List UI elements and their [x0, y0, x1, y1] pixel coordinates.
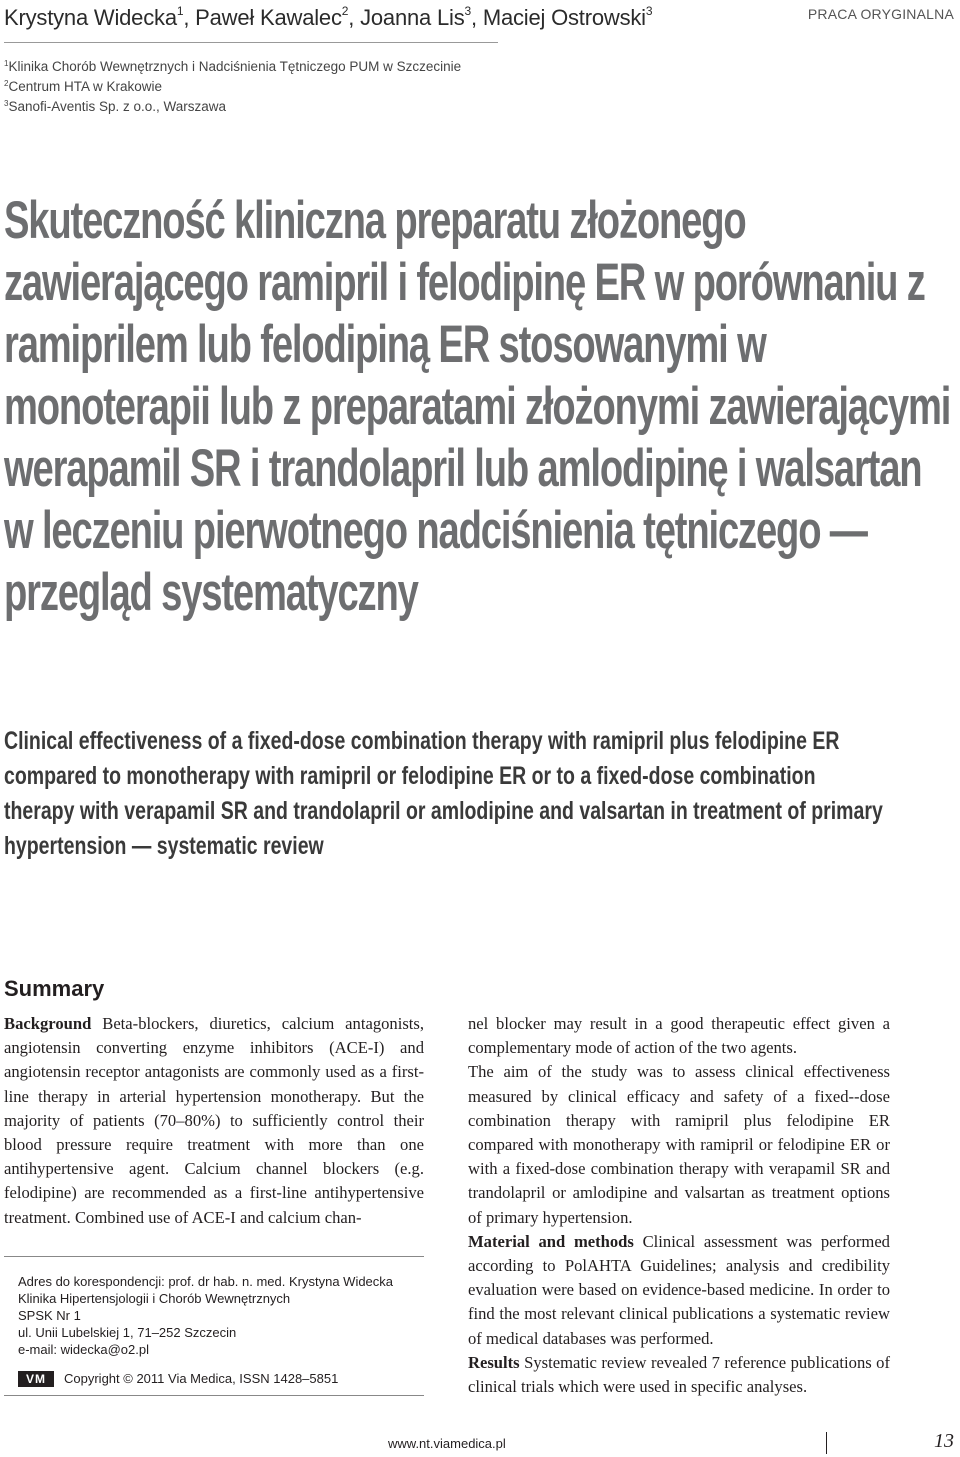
- summary-column-right: [468, 1012, 890, 1399]
- summary-heading: Summary: [4, 976, 105, 1001]
- title-polish: Skuteczność kliniczna preparatu złożonego zawierającego ramipril i felodipinę ER w porównaniu z ramiprilem lub felodipiną ER stosowanymi w monoterapii lub z preparatami złożonymi zawierającymi werapamil SR i trandolapril lub amlodipinę i walsartan w leczeniu pierwotnego nadciśnienia tętniczego — przegląd systematyczny: [4, 191, 951, 622]
- summary-methods-paragraph: Material and methods Clinical assessment was performed according to PolAHTA Guidelines; analysis and credibility evaluation were based on evidence-based medicine. In order to find the most relevant clinical publications a systematic review of medical databases was performed.: [468, 1231, 890, 1348]
- author: Joanna Lis$^3$,: [360, 4, 483, 30]
- correspondence-box: [4, 1256, 424, 1396]
- author: Maciej Ostrowski$^3$: [482, 4, 653, 30]
- correspondence-line: Adres do korespondencji: prof. dr hab. n. med. Krystyna Widecka: [18, 1274, 394, 1289]
- summary-aim-paragraph: The aim of the study was to assess clinical effectiveness measured by clinical efficacy and safety of a fixed--dose combination therapy with ramipril plus felodipine ER compared with monotherapy with ramipril or felodipine ER or with a fixed-dose combination therapy with verapamil SR and trandolapril or amlodipine and valsartan as treatment options of primary hypertension.: [468, 1062, 890, 1227]
- background-label: Background: [4, 1014, 92, 1033]
- summary-column-left: [4, 1012, 424, 1230]
- affiliation: $^2$Centrum HTA w Krakowie: [4, 79, 162, 94]
- affiliation: $^1$Klinika Chorób Wewnętrznych i Nadciśnienia Tętniczego PUM w Szczecinie: [4, 59, 462, 74]
- footer-url[interactable]: www.nt.viamedica.pl: [388, 1436, 506, 1451]
- correspondence-line: SPSK Nr 1: [18, 1308, 81, 1323]
- affiliation: $^3$Sanofi-Aventis Sp. z o.o., Warszawa: [4, 99, 227, 114]
- page-number: 13: [934, 1430, 954, 1452]
- author-list: [4, 4, 734, 31]
- article-type-label: PRACA ORYGINALNA: [807, 6, 954, 22]
- title-english: Clinical effectiveness of a fixed-dose combination therapy with ramipril plus felodipine ER compared to monotherapy with ramipril or felodipine ER or to a fixed-dose combination therapy with verapamil SR and trandolapril or amlodipine and valsartan in treatment of primary hypertension — systematic review: [4, 727, 883, 860]
- summary-paragraph: nel blocker may result in a good therapeutic effect given a complementary mode of action of the two agents.: [468, 1014, 890, 1058]
- correspondence-line: Klinika Hipertensjologii i Chorób Wewnętrznych: [18, 1291, 291, 1306]
- copyright-line: [18, 1370, 338, 1387]
- correspondence-email: e-mail: widecka@o2.pl: [18, 1342, 149, 1357]
- correspondence-line: ul. Unii Lubelskiej 1, 71–252 Szczecin: [18, 1325, 237, 1340]
- author: Paweł Kawalec$^2$,: [195, 4, 361, 30]
- correspondence-address: [18, 1273, 393, 1358]
- results-label: Results: [468, 1352, 520, 1372]
- summary-results-paragraph: Results Systematic review revealed 7 reference publications of clinical trials which were used in specific analyses.: [468, 1352, 890, 1397]
- affiliations: [4, 55, 461, 115]
- summary-background-paragraph: Background Beta-blockers, diuretics, calcium antagonists, angiotensin converting enzyme inhibitors (ACE-I) and angiotensin receptor antagonists are commonly used as a first-line therapy in arterial hypertension monotherapy. But the majority of patients (70–80%) to sufficiently control their blood pressure require treatment with more than one antihypertensive agent. Calcium channel blockers (e.g. felodipine) are recommended as a first-line antihypertensive treatment. Combined use of ACE-I and calcium chan-: [4, 1014, 424, 1227]
- author: Krystyna Widecka$^1$,: [4, 4, 196, 30]
- methods-label: Material and methods: [468, 1231, 634, 1251]
- footer-divider: [826, 1432, 827, 1454]
- copyright-text: Copyright © 2011 Via Medica, ISSN 1428–5851: [64, 1371, 339, 1386]
- header-divider: [4, 42, 498, 43]
- via-medica-logo: VM: [18, 1371, 54, 1387]
